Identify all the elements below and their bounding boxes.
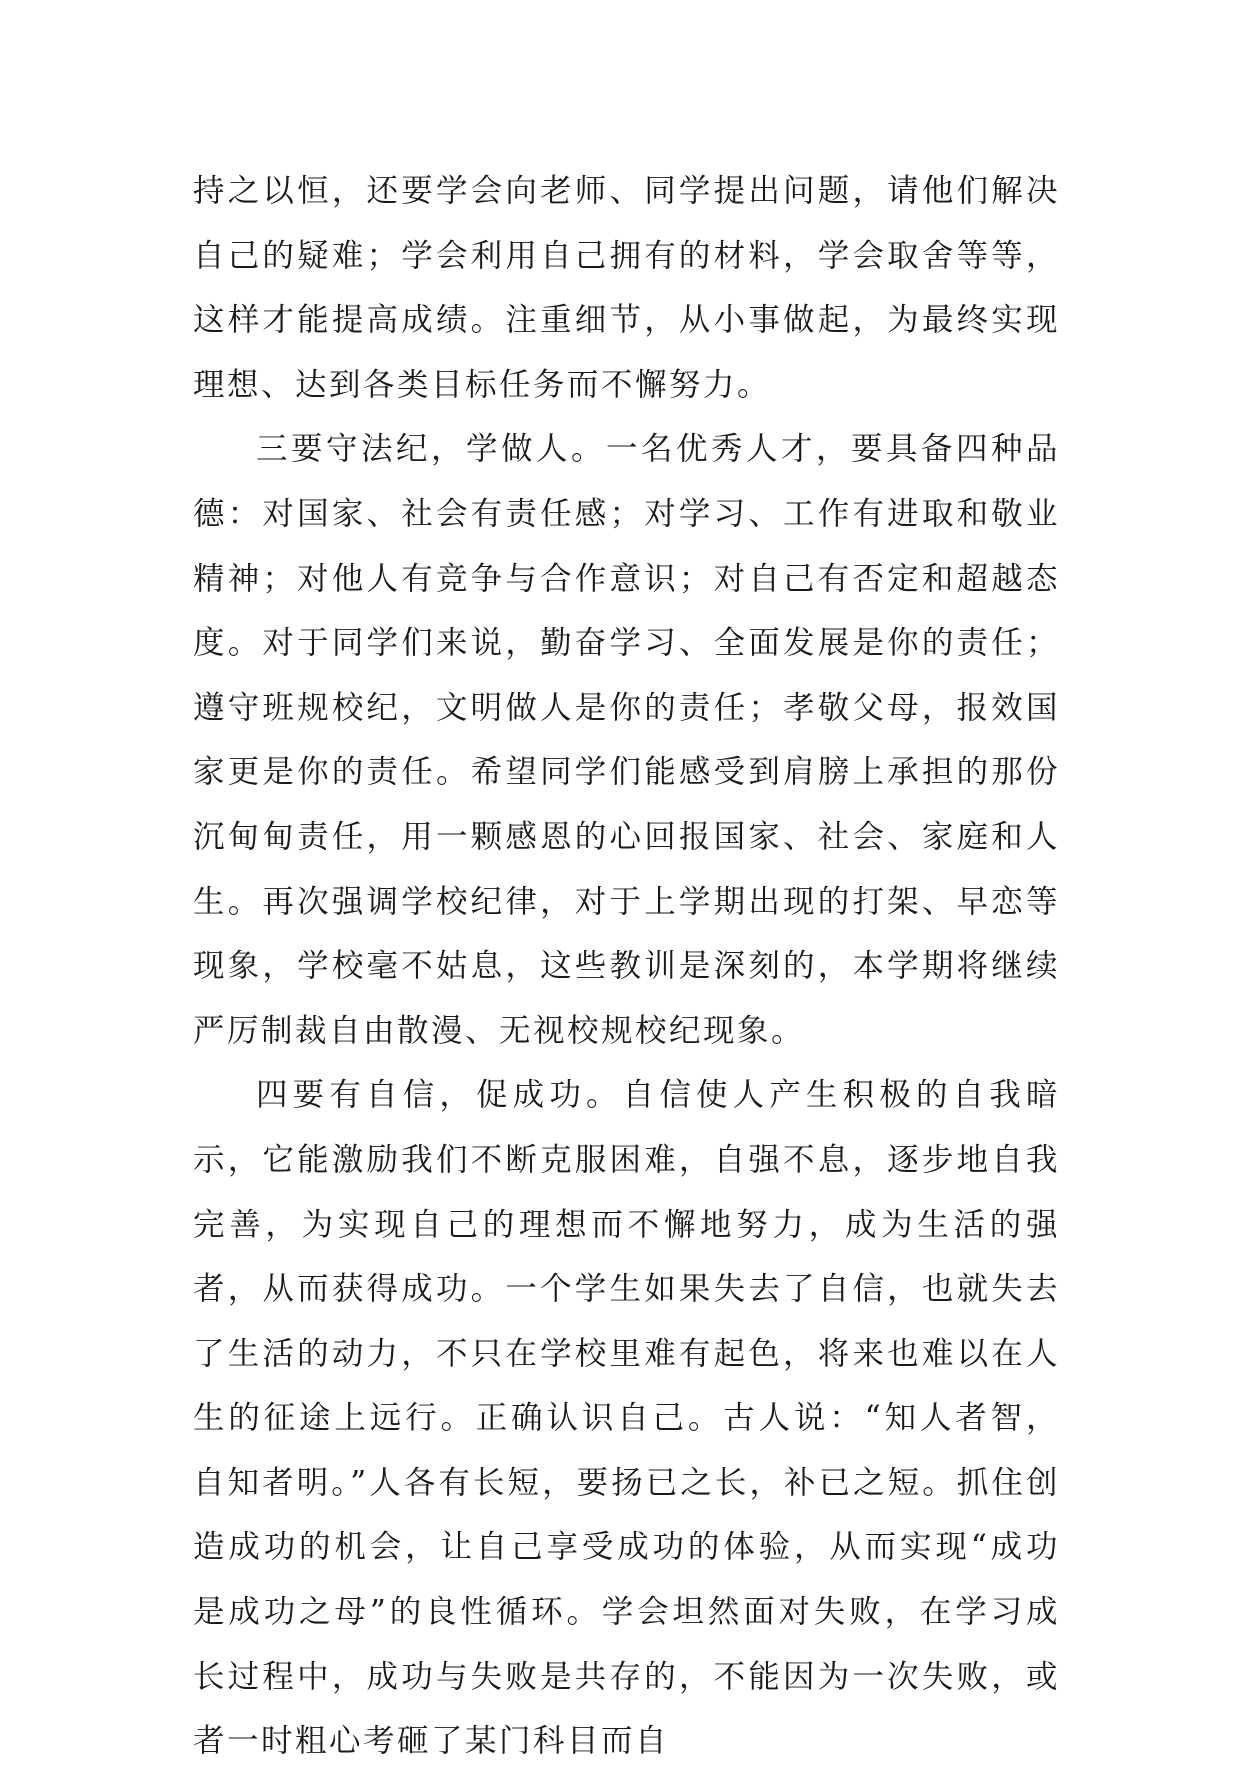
document-body — [193, 159, 1060, 1774]
paragraph-law-discipline: 三要守法纪，学做人。一名优秀人才，要具备四种品德：对国家、社会有责任感；对学习、工作有进取和敬业精神；对他人有竞争与合作意识；对自己有否定和超越态度。对于同学们来说，勤奋学习、全面发展是你的责任；遵守班规校纪，文明做人是你的责任；孝敬父母，报效国家更是你的责任。希望同学们能感受到肩膀上承担的那份沉甸甸责任，用一颗感恩的心回报国家、社会、家庭和人生。再次强调学校纪律，对于上学期出现的打架、早恋等现象，学校毫不姑息，这些教训是深刻的，本学期将继续严厉制裁自由散漫、无视校规校纪现象。 — [193, 431, 1060, 1049]
paragraph-confidence-success: 四要有自信，促成功。自信使人产生积极的自我暗示，它能激励我们不断克服困难，自强不息，逐步地自我完善，为实现自己的理想而不懈地努力，成为生活的强者，从而获得成功。一个学生如果失去了自信，也就失去了生活的动力，不只在学校里难有起色，将来也难以在人生的征途上远行。正确认识自己。古人说：“知人者智，自知者明。”人各有长短，要扬已之长，补已之短。抓住创造成功的机会，让自己享受成功的体验，从而实现“成功是成功之母”的良性循环。学会坦然面对失败，在学习成长过程中，成功与失败是共存的，不能因为一次失败，或者一时粗心考砸了某门科目而自 — [193, 1077, 1060, 1760]
paragraph-continuation: 持之以恒，还要学会向老师、同学提出问题，请他们解决自己的疑难；学会利用自己拥有的材料，学会取舍等等，这样才能提高成绩。注重细节，从小事做起，为最终实现理想、达到各类目标任务而不懈努力。 — [193, 173, 1060, 403]
